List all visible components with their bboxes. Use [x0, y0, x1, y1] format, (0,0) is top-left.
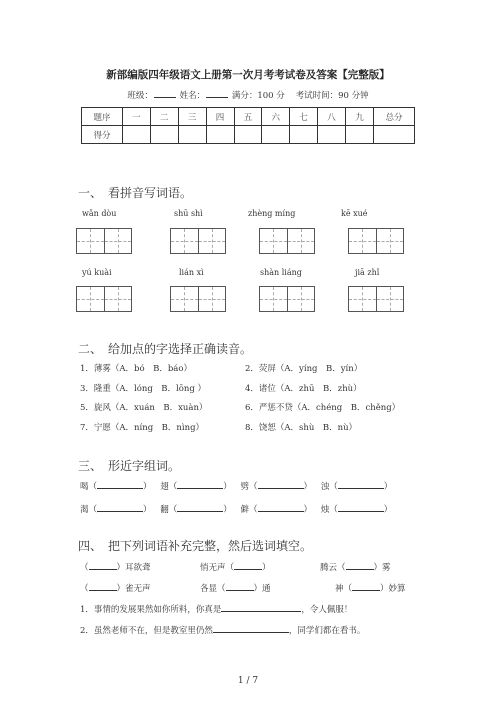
idiom-text: ） — [262, 563, 271, 573]
idiom-row — [200, 582, 271, 594]
section-4-heading: 四、 把下列词语补充完整，然后选词填空。 — [78, 539, 313, 553]
similar-char-row: 喝（ ） 翅（ ） 劈（ ） 浊（ ） — [80, 482, 393, 492]
score-row — [82, 126, 415, 144]
class-blank[interactable] — [154, 89, 176, 98]
score-header: 九 — [346, 108, 374, 126]
similar-char: 渴 — [80, 505, 89, 515]
answer-blank[interactable] — [89, 561, 117, 570]
score-table — [81, 107, 415, 144]
score-cell[interactable] — [374, 126, 415, 144]
score-row-label: 得分 — [82, 126, 123, 144]
reading-item: 5．旋风（A．xuán B．xuàn） — [80, 403, 208, 413]
idiom-row: （ ）耳欲聋 — [80, 563, 151, 573]
pinyin-label: wǎn dòu — [82, 209, 117, 218]
answer-blank[interactable] — [221, 603, 301, 612]
exam-time: 考试时间：90 分钟 — [295, 91, 369, 101]
section-3-heading: 三、 形近字组词。 — [78, 459, 181, 473]
idiom-text: ）耳欲聋 — [116, 563, 151, 573]
score-header: 五 — [234, 108, 262, 126]
score-header: 四 — [206, 108, 234, 126]
score-cell[interactable] — [318, 126, 346, 144]
answer-blank[interactable] — [226, 582, 254, 591]
reading-item: 6．严惩不贷（A．chéng B．chěng） — [245, 403, 401, 413]
question-text: ，令人佩服！ — [301, 605, 353, 615]
idiom-text: ）雾 — [373, 563, 391, 573]
score-header-row — [82, 108, 415, 126]
idiom-row — [335, 582, 406, 594]
score-header: 一 — [123, 108, 151, 126]
similar-char-row: 渴（ ） 翻（ ） 僻（ ） 烛（ ） — [80, 505, 393, 515]
pinyin-label: zhèng míng — [248, 209, 296, 218]
similar-char: 烛 — [320, 505, 330, 515]
score-cell[interactable] — [290, 126, 318, 144]
page-title: 新部编版四年级语文上册第一次月考考试卷及答案【完整版】 — [106, 69, 390, 81]
answer-blank[interactable] — [234, 561, 262, 570]
similar-char: 僻 — [240, 505, 249, 515]
answer-blank[interactable] — [97, 503, 143, 512]
question-text: 1．事情的发展果然如你所料，你真是 — [80, 605, 222, 615]
fill-question — [80, 624, 365, 636]
writing-grid[interactable] — [76, 286, 132, 312]
idiom-row: （ ）雀无声 — [80, 584, 151, 594]
idiom-text: ）通 — [253, 584, 271, 594]
question-text: 2．虽然老师不在，但是教室里仍然 — [80, 626, 213, 636]
page-number: 1 / 7 — [237, 676, 259, 686]
writing-grid[interactable] — [259, 228, 315, 254]
answer-blank[interactable] — [177, 503, 223, 512]
score-cell[interactable] — [123, 126, 151, 144]
reading-item: 3．隆重（A．lóng B．lōng ） — [80, 384, 206, 394]
writing-grid[interactable] — [348, 286, 404, 312]
fill-question — [80, 603, 352, 615]
score-header: 六 — [262, 108, 290, 126]
pinyin-label: shū shì — [174, 209, 203, 218]
score-cell[interactable] — [178, 126, 206, 144]
score-cell[interactable] — [150, 126, 178, 144]
score-header: 八 — [318, 108, 346, 126]
answer-blank[interactable] — [346, 561, 374, 570]
writing-grid[interactable] — [76, 228, 132, 254]
score-header: 题序 — [82, 108, 123, 126]
writing-grid[interactable] — [348, 228, 404, 254]
answer-blank[interactable] — [97, 480, 143, 489]
pinyin-label: shàn liáng — [260, 268, 302, 277]
writing-grid[interactable] — [259, 286, 315, 312]
similar-char: 翅 — [160, 482, 169, 492]
answer-blank[interactable] — [258, 503, 304, 512]
idiom-row — [200, 561, 271, 573]
name-label: 姓名： — [179, 91, 206, 101]
score-cell[interactable] — [234, 126, 262, 144]
idiom-row — [320, 561, 391, 573]
question-text: ，同学们都在看书。 — [288, 626, 366, 636]
idiom-text: 各显（ — [200, 584, 226, 594]
score-header: 总分 — [374, 108, 415, 126]
idiom-text: 腾云（ — [320, 563, 346, 573]
answer-blank[interactable] — [352, 582, 380, 591]
pinyin-label: kē xué — [341, 209, 368, 218]
score-header: 七 — [290, 108, 318, 126]
similar-char: 喝 — [80, 482, 89, 492]
exam-info — [0, 89, 496, 101]
idiom-text: 神（ — [335, 584, 353, 594]
score-cell[interactable] — [262, 126, 290, 144]
pinyin-label: lián xì — [179, 268, 204, 277]
section-1-heading: 一、 看拼音写词语。 — [78, 186, 193, 200]
answer-blank[interactable] — [89, 582, 117, 591]
answer-blank[interactable] — [338, 503, 384, 512]
pinyin-label: yú kuài — [82, 268, 112, 277]
reading-item: 7．宁愿（A．níng B．nìng） — [80, 423, 205, 433]
score-cell[interactable] — [206, 126, 234, 144]
idiom-text: ）雀无声 — [116, 584, 151, 594]
similar-char: 翻 — [160, 505, 169, 515]
score-header: 二 — [150, 108, 178, 126]
reading-item: 1．薄雾（A．bó B．báo） — [80, 364, 192, 374]
answer-blank[interactable] — [213, 624, 289, 633]
reading-item: 2．荧屏（A．yíng B．yín） — [245, 364, 363, 374]
similar-char: 劈 — [240, 482, 249, 492]
class-label: 班级： — [127, 91, 153, 101]
writing-grid[interactable] — [170, 228, 226, 254]
reading-item: 4．诸位（A．zhū B．zhù） — [245, 384, 362, 394]
idiom-text: ）妙算 — [380, 584, 406, 594]
section-2-heading: 二、 给加点的字选择正确读音。 — [78, 342, 253, 356]
name-blank[interactable] — [206, 89, 228, 98]
reading-item: 8．饶恕（A．shù B．nù） — [245, 423, 358, 433]
answer-blank[interactable] — [338, 480, 384, 489]
score-cell[interactable] — [346, 126, 374, 144]
score-header: 三 — [178, 108, 206, 126]
idiom-text: 悄无声（ — [200, 563, 235, 573]
writing-grid[interactable] — [170, 286, 226, 312]
similar-char: 浊 — [320, 482, 330, 492]
full-score: 满分：100 分 — [231, 91, 285, 101]
answer-blank[interactable] — [258, 480, 304, 489]
pinyin-label: jiā zhǐ — [355, 268, 380, 277]
answer-blank[interactable] — [177, 480, 223, 489]
